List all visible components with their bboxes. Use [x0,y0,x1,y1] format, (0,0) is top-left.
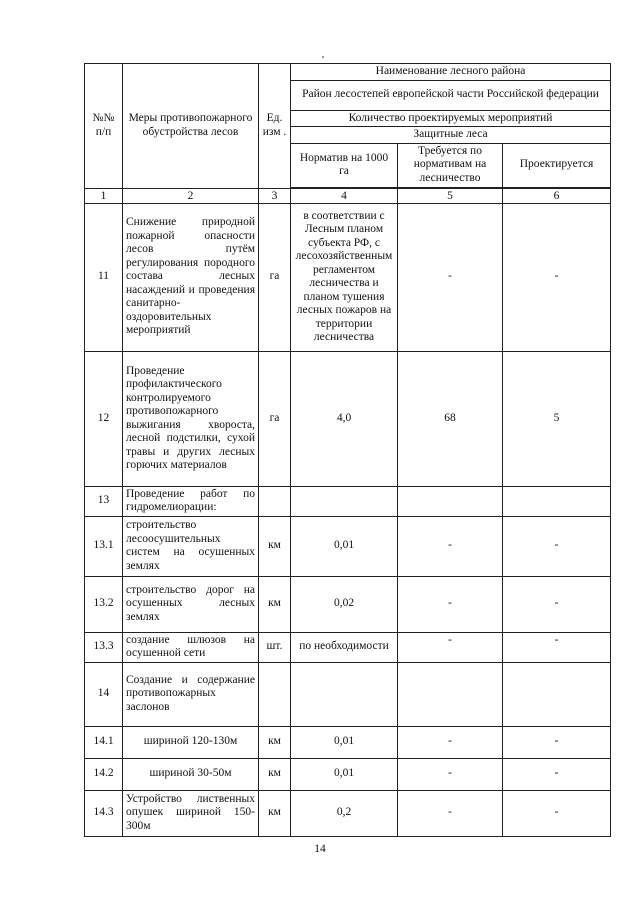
row-required [398,486,503,516]
row-measure: шириной 120-130м [123,726,259,758]
page-number: 14 [314,843,326,855]
row-unit [259,662,291,726]
row-measure: строительство лесоосушительных систем на осушенных землях [123,516,259,576]
row-planned: - [503,203,611,351]
column-number: 2 [123,188,259,203]
row-number: 14.2 [85,758,123,790]
row-unit: км [259,790,291,836]
row-unit: шт. [259,632,291,662]
row-norm: в соответствии с Лесным планом субъекта РФ, с лесохозяйственным регламентом лесничества и планом тушения лесных пожаров на территории лесничества [291,203,398,351]
row-number: 13 [85,486,123,516]
row-planned: - [503,576,611,632]
row-norm: 0,2 [291,790,398,836]
row-required: - [398,790,503,836]
row-unit: км [259,726,291,758]
row-number: 13.2 [85,576,123,632]
table-row [85,790,611,836]
row-required: - [398,758,503,790]
row-measure: создание шлюзов на осушенной сети [123,632,259,662]
column-number: 1 [85,188,123,203]
row-planned: - [503,726,611,758]
row-unit [259,486,291,516]
row-required: - [398,576,503,632]
column-number: 6 [503,188,611,203]
header-col6: Проектируется [503,143,611,187]
column-number: 4 [291,188,398,203]
row-number: 14 [85,662,123,726]
row-norm: 0,01 [291,516,398,576]
row-norm: по необходимости [291,632,398,662]
row-measure: строительство дорог на осушенных лесных землях [123,576,259,632]
column-number: 5 [398,188,503,203]
row-number: 13.3 [85,632,123,662]
row-norm: 4,0 [291,351,398,486]
row-number: 14.3 [85,790,123,836]
header-quantity: Количество проектируемых мероприятий [291,110,611,127]
column-number-row [85,188,611,203]
row-unit: км [259,758,291,790]
table-row [85,351,611,486]
row-measure: Устройство лиственных опушек шириной 150-300м [123,790,259,836]
row-planned: - [503,790,611,836]
column-number: 3 [259,188,291,203]
row-planned [503,486,611,516]
row-planned: - [503,758,611,790]
scan-speck [322,56,324,58]
row-number: 12 [85,351,123,486]
row-unit: га [259,203,291,351]
row-measure: Проведение работ по гидромелиорации: [123,486,259,516]
row-planned: - [503,516,611,576]
row-norm [291,662,398,726]
row-planned [503,662,611,726]
row-number: 13.1 [85,516,123,576]
header-col5: Требуется по нормативам на лесничество [398,143,503,187]
row-norm: 0,02 [291,576,398,632]
row-norm: 0,01 [291,758,398,790]
header-measures: Меры противопожарного обустройства лесов [123,64,259,189]
row-measure: Создание и содержание противопожарных заслонов [123,662,259,726]
table-row [85,662,611,726]
table-row [85,516,611,576]
row-required [398,662,503,726]
row-number: 11 [85,203,123,351]
header-unit: Ед. изм . [259,64,291,189]
row-unit: км [259,576,291,632]
table-row [85,726,611,758]
table-row [85,576,611,632]
row-unit: км [259,516,291,576]
row-required: - [398,632,503,662]
header-forest-category: Защитные леса [291,127,611,144]
row-norm: 0,01 [291,726,398,758]
table-row [85,632,611,662]
row-measure: Проведение профилактического контролируемого противопожарного выжигания хвороста, лесной подстилки, сухой травы и других лесных горючих материалов [123,351,259,486]
row-required: 68 [398,351,503,486]
table-row [85,758,611,790]
row-required: - [398,726,503,758]
fire-prevention-table [84,63,611,837]
header-region-value: Район лесостепей европейской части Российской федерации [291,80,611,110]
row-number: 14.1 [85,726,123,758]
row-norm [291,486,398,516]
header-col4: Норматив на 1000 га [291,143,398,187]
header-region-label: Наименование лесного района [291,64,611,81]
row-unit: га [259,351,291,486]
row-measure: шириной 30-50м [123,758,259,790]
table-row [85,203,611,351]
row-required: - [398,516,503,576]
row-planned: - [503,632,611,662]
row-planned: 5 [503,351,611,486]
row-required: - [398,203,503,351]
table-row [85,486,611,516]
header-num: №№ п/п [85,64,123,189]
row-measure: Снижение природной пожарной опасности лесов путём регулирования породного состава лесных насаждений и проведения санитарно-оздоровительных мероприятий [123,203,259,351]
